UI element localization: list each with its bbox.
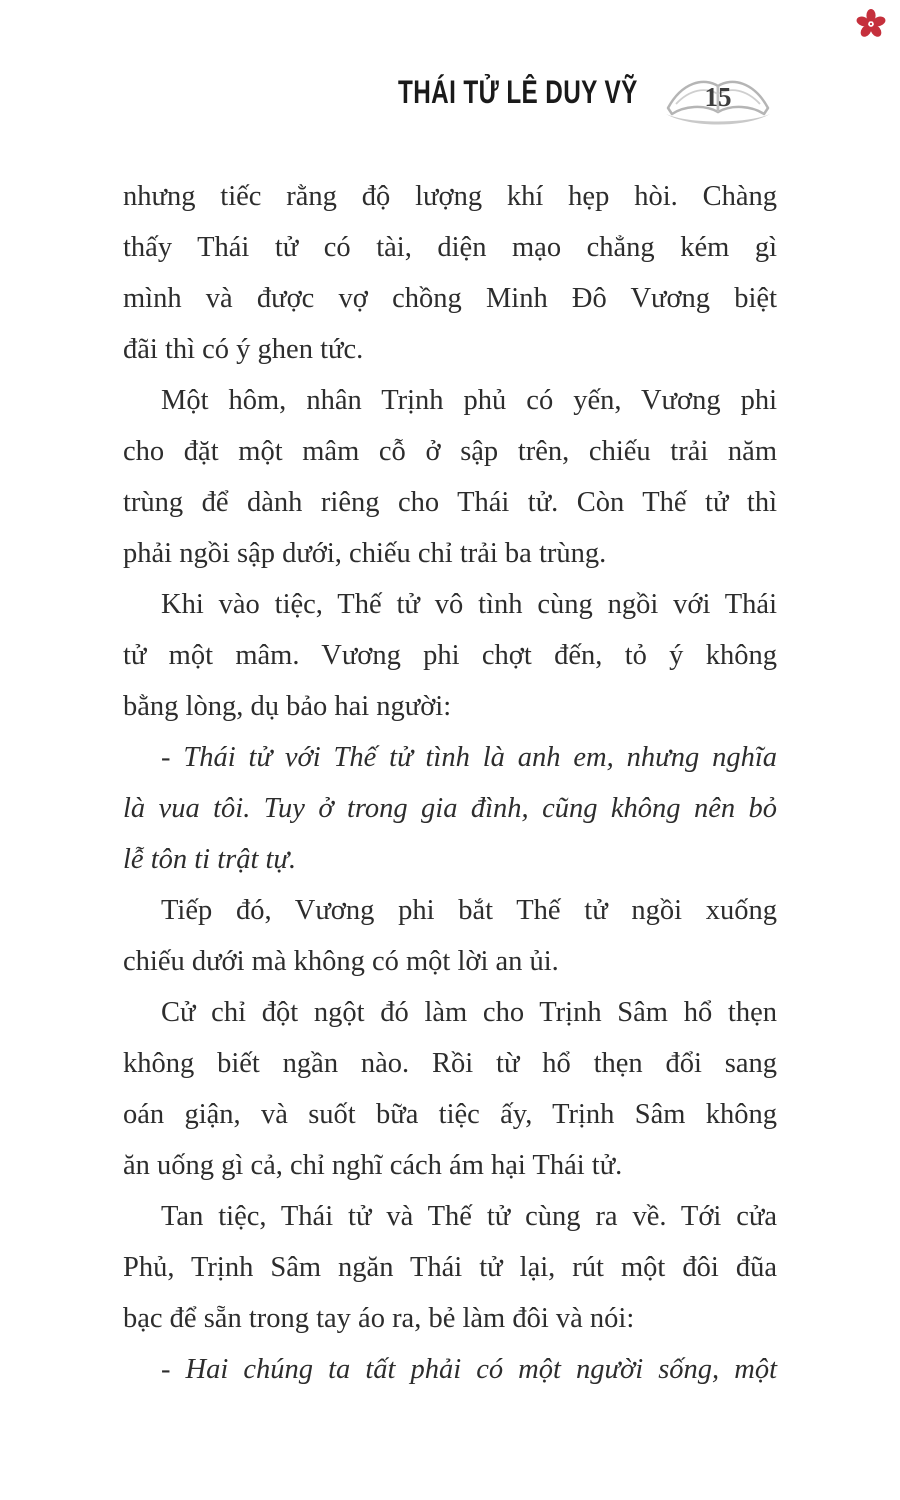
body-text — [123, 171, 777, 1395]
text-line: ăn uống gì cả, chỉ nghĩ cách ám hại Thái tử. — [123, 1150, 623, 1181]
text-line: Tiếp đó, Vương phi bắt Thế tử ngồi xuống — [161, 895, 777, 926]
red-flower-icon — [855, 8, 887, 40]
page-title: THÁI TỬ LÊ DUY VỸ — [398, 74, 638, 110]
text-line: Khi vào tiệc, Thế tử vô tình cùng ngồi với Thái — [161, 589, 777, 620]
text-line: bạc để sẵn trong tay áo ra, bẻ làm đôi và nói: — [123, 1303, 635, 1334]
text-line: thấy Thái tử có tài, diện mạo chẳng kém gì — [123, 232, 777, 263]
text-line: Phủ, Trịnh Sâm ngăn Thái tử lại, rút một đôi đũa — [123, 1252, 777, 1283]
text-line: lễ tôn ti trật tự. — [123, 844, 297, 875]
text-line: - Hai chúng ta tất phải có một người sống, một — [161, 1354, 777, 1385]
text-line: Cử chỉ đột ngột đó làm cho Trịnh Sâm hổ thẹn — [161, 997, 777, 1028]
text-line: oán giận, và suốt bữa tiệc ấy, Trịnh Sâm không — [123, 1099, 777, 1130]
text-line: không biết ngần nào. Rồi từ hổ thẹn đổi sang — [123, 1048, 777, 1079]
text-line: chiếu dưới mà không có một lời an ủi. — [123, 946, 559, 977]
open-book-icon — [660, 64, 776, 130]
text-line: cho đặt một mâm cỗ ở sập trên, chiếu trải năm — [123, 436, 777, 467]
text-line: tử một mâm. Vương phi chợt đến, tỏ ý không — [123, 640, 777, 671]
text-line: - Thái tử với Thế tử tình là anh em, nhưng nghĩa — [161, 742, 777, 773]
text-line: là vua tôi. Tuy ở trong gia đình, cũng không nên bỏ — [123, 793, 777, 824]
text-line: đãi thì có ý ghen tức. — [123, 334, 364, 365]
text-line: Một hôm, nhân Trịnh phủ có yến, Vương phi — [161, 385, 777, 416]
text-line: phải ngồi sập dưới, chiếu chỉ trải ba trùng. — [123, 538, 607, 569]
text-line: bằng lòng, dụ bảo hai người: — [123, 691, 452, 722]
text-line: mình và được vợ chồng Minh Đô Vương biệt — [123, 283, 777, 314]
text-line: Tan tiệc, Thái tử và Thế tử cùng ra về. Tới cửa — [161, 1201, 777, 1232]
text-line: trùng để dành riêng cho Thái tử. Còn Thế tử thì — [123, 487, 777, 518]
text-line: nhưng tiếc rằng độ lượng khí hẹp hòi. Chàng — [123, 181, 777, 212]
page-number: 15 — [704, 82, 732, 112]
